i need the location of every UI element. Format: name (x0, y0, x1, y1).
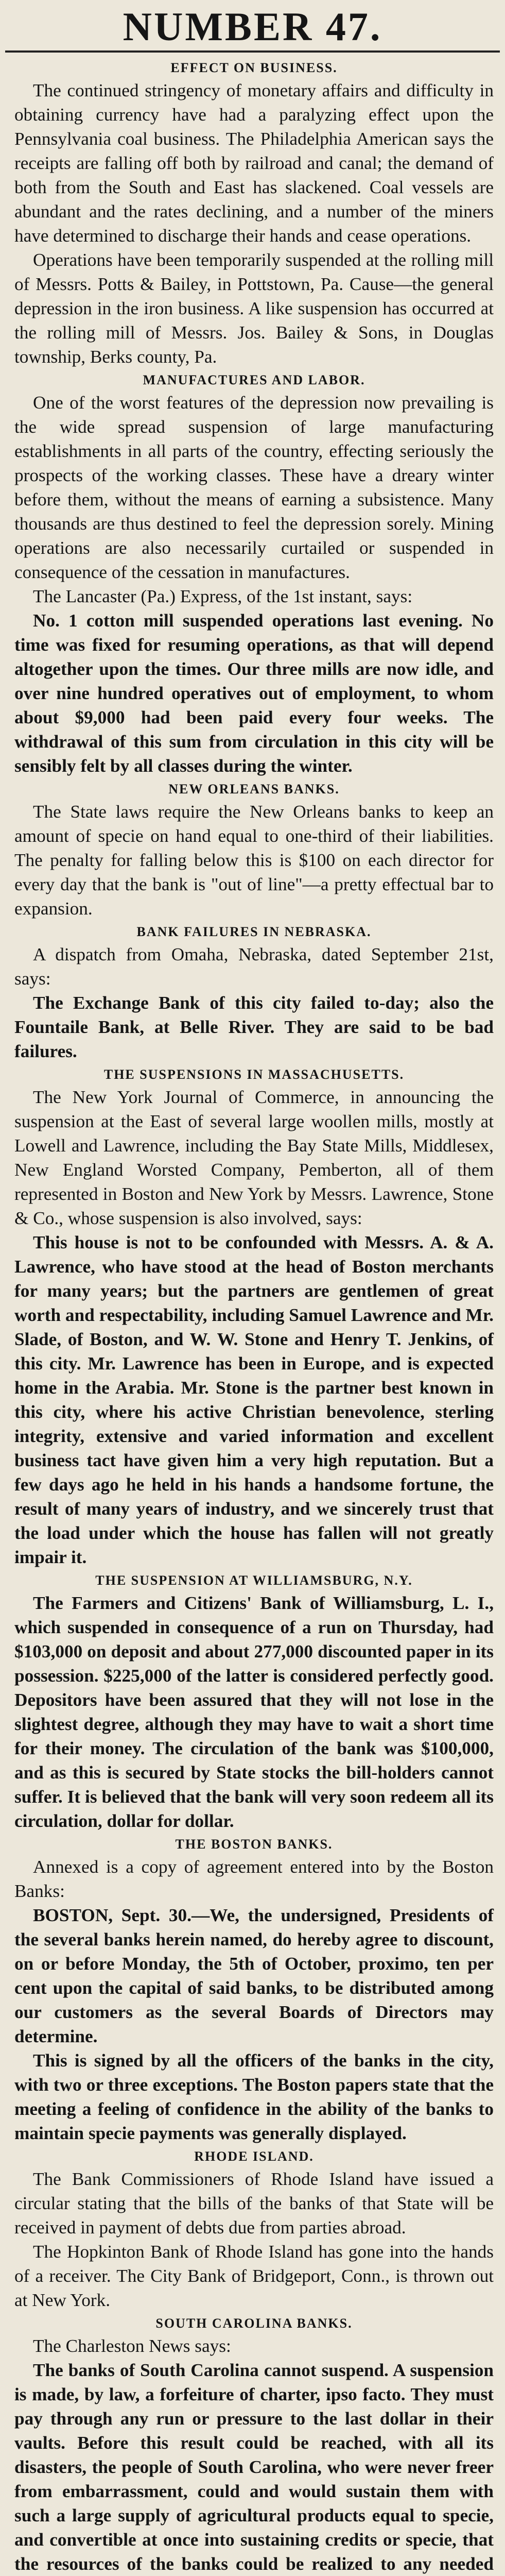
paragraph: Annexed is a copy of agreement entered into by the Boston Banks: (14, 1857, 494, 1901)
section-heading: SOUTH CAROLINA BANKS. (155, 2316, 353, 2331)
masthead-rule (5, 50, 500, 53)
paragraph: One of the worst features of the depression now prevailing is the wide spread suspension of large manufacturing establishments in all parts of the country, effecting seriously the prospects of the working classes. These have a dreary winter before them, without the means of earning a subsistence. Many thousands are thus destined to feel the depression sorely. Mining operations are also necessarily curtailed or suspended in consequence of the cessation in manufactures. (14, 393, 494, 582)
quoted-paragraph: The banks of South Carolina cannot suspend. A suspension is made, by law, a forfeiture of charter, ipso facto. They must pay through any run or pressure to the last dollar in their vaults. Before this result could be reached, with all its disasters, the people of South Carolina, who were never freer from embarrassment, could and would sustain them with such a large supply of agricultural products equal to specie, and convertible at once into sustaining credits or specie, that the resources of the banks could be realized to any needed (14, 2360, 494, 2574)
paragraph: The Bank Commissioners of Rhode Island have issued a circular stating that the bills of the banks of that State will be received in payment of debts due from parties abroad. (14, 2169, 494, 2238)
section-heading: EFFECT ON BUSINESS. (170, 60, 338, 75)
paragraph: A dispatch from Omaha, Nebraska, dated September 21st, says: (14, 944, 494, 989)
paragraph: The Hopkinton Bank of Rhode Island has gone into the hands of a receiver. The City Bank of Bridgeport, Conn., is thrown out at New York. (14, 2242, 494, 2310)
article-body (0, 59, 505, 2576)
quoted-paragraph: This house is not to be confounded with Messrs. A. & A. Lawrence, who have stood at the head of Boston merchants for many years; but the partners are gentlemen of great worth and respectability, including Samuel Lawrence and Mr. Slade, of Boston, and W. W. Stone and Henry T. Jenkins, of this city. Mr. Lawrence has been in Europe, and is expected home in the Arabia. Mr. Stone is the partner best known in this city, where his active Christian benevolence, sterling integrity, extensive and varied information and excellent business tact have given him a very high reputation. But a few days ago he held in his hands a handsome fortune, the result of many years of industry, and we sincerely trust that the load under which the house has fallen will not greatly impair it. (14, 1232, 494, 1567)
section-heading: NEW ORLEANS BANKS. (168, 782, 340, 796)
section-heading: MANUFACTURES AND LABOR. (143, 372, 365, 387)
masthead-title: NUMBER 47. (123, 4, 382, 49)
quoted-paragraph: The Exchange Bank of this city failed to-day; also the Fountaile Bank, at Belle River. They are said to be bad failures. (14, 993, 494, 1061)
paragraph: Operations have been temporarily suspended at the rolling mill of Messrs. Potts & Bailey, in Pottstown, Pa. Cause—the general depression in the iron business. A like suspension has occurred at the rolling mill of Messrs. Jos. Bailey & Sons, in Douglas township, Berks county, Pa. (14, 250, 494, 367)
section-heading: BANK FAILURES IN NEBRASKA. (136, 924, 372, 939)
quoted-paragraph: No. 1 cotton mill suspended operations last evening. No time was fixed for resuming operations, as that will depend altogether upon the times. Our three mills are now idle, and over nine hundred operatives out of employment, to whom about $9,000 had been paid every four weeks. The withdrawal of this sum from circulation in this city will be sensibly felt by all classes during the winter. (14, 611, 494, 776)
paragraph: The Charleston News says: (33, 2336, 231, 2356)
section-heading: RHODE ISLAND. (194, 2149, 314, 2164)
paragraph: The continued stringency of monetary affairs and difficulty in obtaining currency have had a paralyzing effect upon the Pennsylvania coal business. The Philadelphia American says the receipts are falling off both by railroad and canal; the demand of both from the South and East has slackened. Coal vessels are abundant and the rates declining, and a number of the miners have determined to discharge their hands and cease operations. (14, 80, 494, 246)
quoted-paragraph: This is signed by all the officers of the banks in the city, with two or three exceptions. The Boston papers state that the meeting a feeling of confidence in the ability of the banks to maintain specie payments was generally displayed. (14, 2050, 494, 2143)
paragraph: The Lancaster (Pa.) Express, of the 1st instant, says: (33, 586, 413, 606)
quoted-paragraph: The Farmers and Citizens' Bank of Williamsburg, L. I., which suspended in consequence of a run on Thursday, had $103,000 on deposit and about 277,000 discounted paper in its possession. $225,000 of the latter is considered perfectly good. Depositors have been assured that they will not lose in the slightest degree, although they may have to wait a short time for their money. The circulation of the bank was $100,000, and as this is secured by State stocks the bill-holders cannot suffer. It is believed that the bank will very soon redeem all its circulation, dollar for dollar. (14, 1593, 494, 1831)
section-heading: THE SUSPENSIONS IN MASSACHUSETTS. (103, 1067, 405, 1082)
paragraph: The New York Journal of Commerce, in announcing the suspension at the East of several large woollen mills, mostly at Lowell and Lawrence, including the Bay State Mills, Middlesex, New England Worsted Company, Pemberton, all of them represented in Boston and New York by Messrs. Lawrence, Stone & Co., whose suspension is also involved, says: (14, 1087, 494, 1228)
section-heading: THE SUSPENSION AT WILLIAMSBURG, N.Y. (95, 1573, 413, 1588)
quoted-paragraph: BOSTON, Sept. 30.—We, the undersigned, Presidents of the several banks herein named, do hereby agree to discount, on or before Monday, the 5th of October, proximo, ten per cent upon the capital of said banks, to be distributed among our customers as the several Boards of Directors may determine. (14, 1905, 494, 2046)
paragraph: The State laws require the New Orleans banks to keep an amount of specie on hand equal to one-third of their liabilities. The penalty for falling below this is $100 on each director for every day that the bank is "out of line"—a pretty effectual bar to expansion. (14, 802, 494, 919)
section-heading: THE BOSTON BANKS. (175, 1837, 333, 1852)
